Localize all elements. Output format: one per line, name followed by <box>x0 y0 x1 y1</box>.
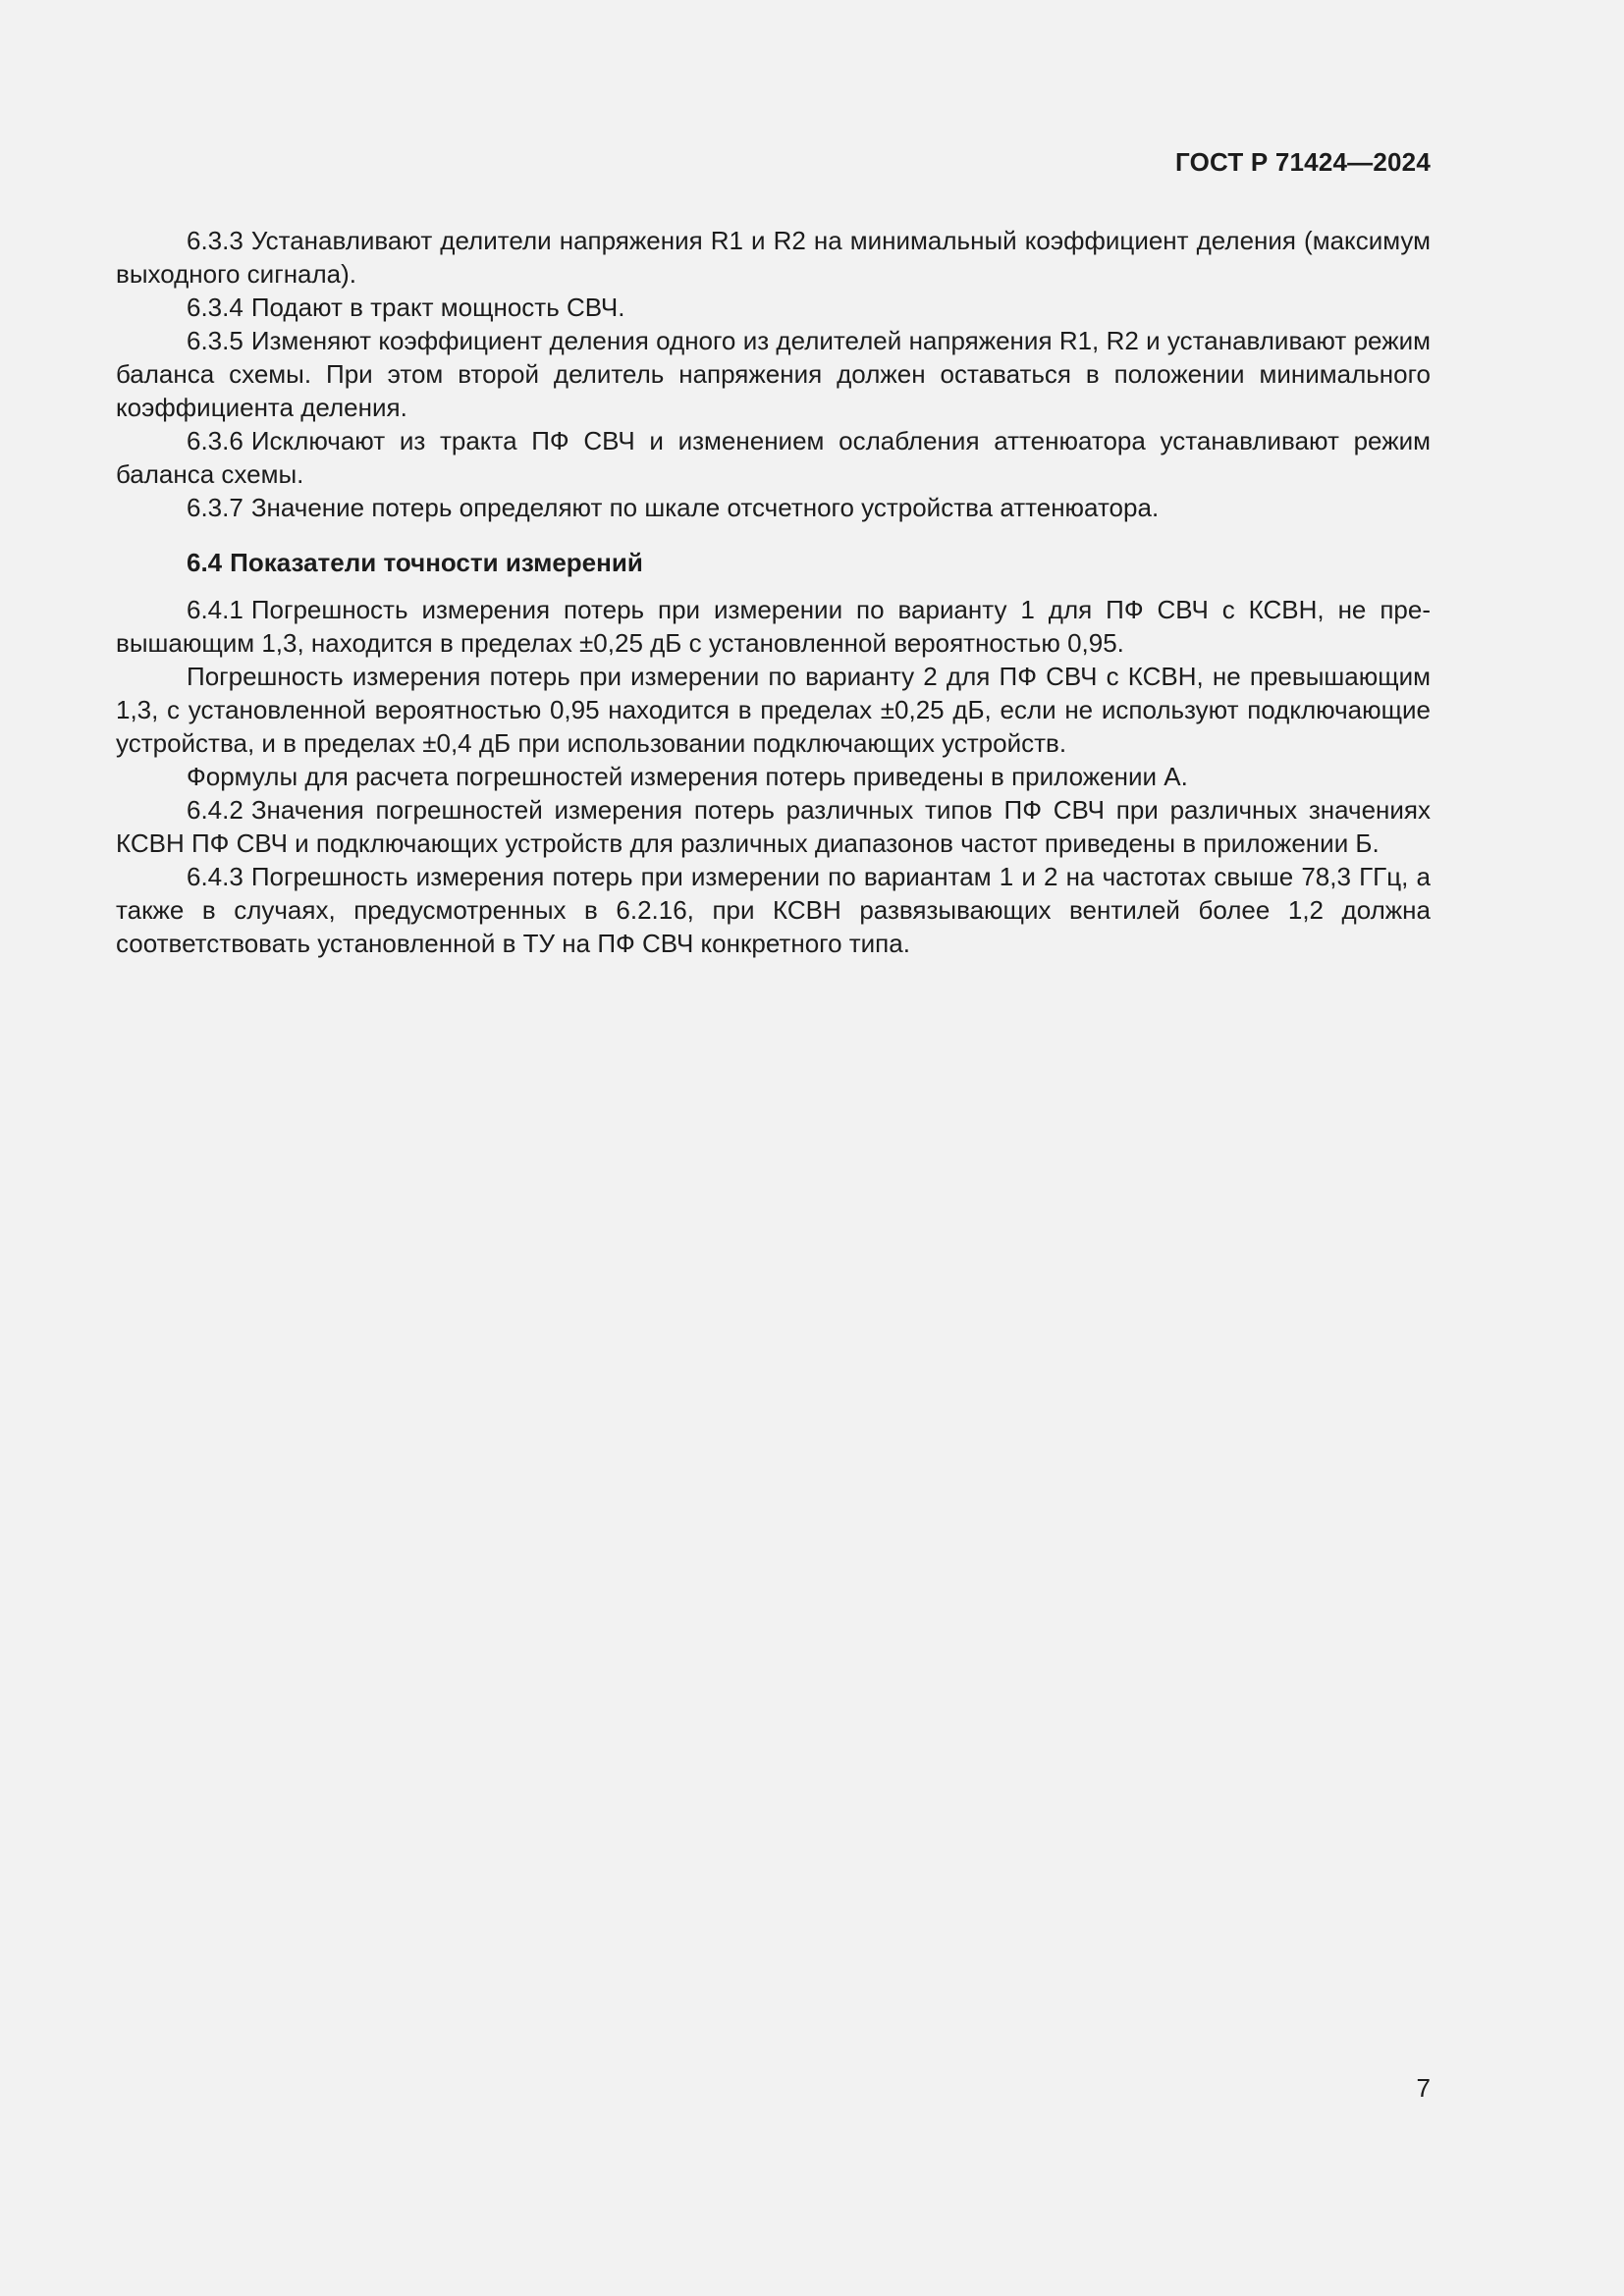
paragraph-6-4-1 <box>116 593 1431 660</box>
paragraph-6-3-6 <box>116 424 1431 491</box>
clause-text: Погрешность измерения потерь при измерении по варианту 1 для ПФ СВЧ с КСВН, не превышающим 1,3, находится в пределах ±0,25 дБ с установленной вероятностью 0,95. <box>116 595 1431 658</box>
clause-number: 6.4.2 <box>187 795 244 825</box>
clause-text: Подают в тракт мощность СВЧ. <box>250 293 625 322</box>
clause-text: Погрешность измерения потерь при измерении по вариантам 1 и 2 на частотах свыше 78,3 ГГц, а также в случаях, предусмотренных в 6.2.16, при КСВН развязывающих вентилей более 1,2 должна соответствовать установленной в ТУ на ПФ СВЧ конкретного типа. <box>116 862 1431 958</box>
clause-number: 6.4.1 <box>187 595 244 624</box>
clause-number: 6.4.3 <box>187 862 244 891</box>
clause-text: Изменяют коэффициент деления одного из делителей напряжения R1, R2 и устанавливают режим баланса схемы. При этом второй делитель напряжения должен оставаться в положении минимального коэффициента деления. <box>116 326 1431 422</box>
clause-text: Исключают из тракта ПФ СВЧ и изменением ослабления аттенюатора устанавливают режим баланса схемы. <box>116 426 1431 489</box>
clause-text: Погрешность измерения потерь при измерении по варианту 2 для ПФ СВЧ с КСВН, не превышающим 1,3, с установленной вероятностью 0,95 находится в пределах ±0,25 дБ, если не используют подключающие устройства, и в пределах ±0,4 дБ при использовании подключающих устройств. <box>116 662 1431 758</box>
paragraph-6-3-3 <box>116 224 1431 291</box>
document-code-header: ГОСТ Р 71424—2024 <box>1175 147 1431 177</box>
clause-text: Формулы для расчета погрешностей измерения потерь приведены в приложении А. <box>187 762 1188 791</box>
clause-text: Значения погрешностей измерения потерь различных типов ПФ СВЧ при различных значениях КСВН ПФ СВЧ и подключающих устройств для различных диапазонов частот приведены в приложении Б. <box>116 795 1431 858</box>
clause-text: Значение потерь определяют по шкале отсчетного устройства аттенюатора. <box>250 493 1160 522</box>
section-title: Показатели точности измерений <box>230 548 643 577</box>
paragraph-variant-2-accuracy <box>116 660 1431 760</box>
paragraph-6-3-7 <box>116 491 1431 524</box>
section-heading-6-4 <box>116 546 1431 579</box>
paragraph-formulas-reference <box>116 760 1431 793</box>
clause-number: 6.3.4 <box>187 293 244 322</box>
paragraph-6-4-3 <box>116 860 1431 960</box>
clause-number: 6.3.6 <box>187 426 244 455</box>
clause-number: 6.3.5 <box>187 326 244 355</box>
clause-number: 6.3.7 <box>187 493 244 522</box>
section-number: 6.4 <box>187 548 223 577</box>
paragraph-6-3-5 <box>116 324 1431 424</box>
document-body <box>116 224 1431 960</box>
clause-text: Устанавливают делители напряжения R1 и R2 на минимальный коэффициент деления (максимум выходного сигнала). <box>116 226 1431 289</box>
clause-number: 6.3.3 <box>187 226 244 255</box>
paragraph-6-3-4 <box>116 291 1431 324</box>
paragraph-6-4-2 <box>116 793 1431 860</box>
page-number: 7 <box>1416 2073 1431 2103</box>
